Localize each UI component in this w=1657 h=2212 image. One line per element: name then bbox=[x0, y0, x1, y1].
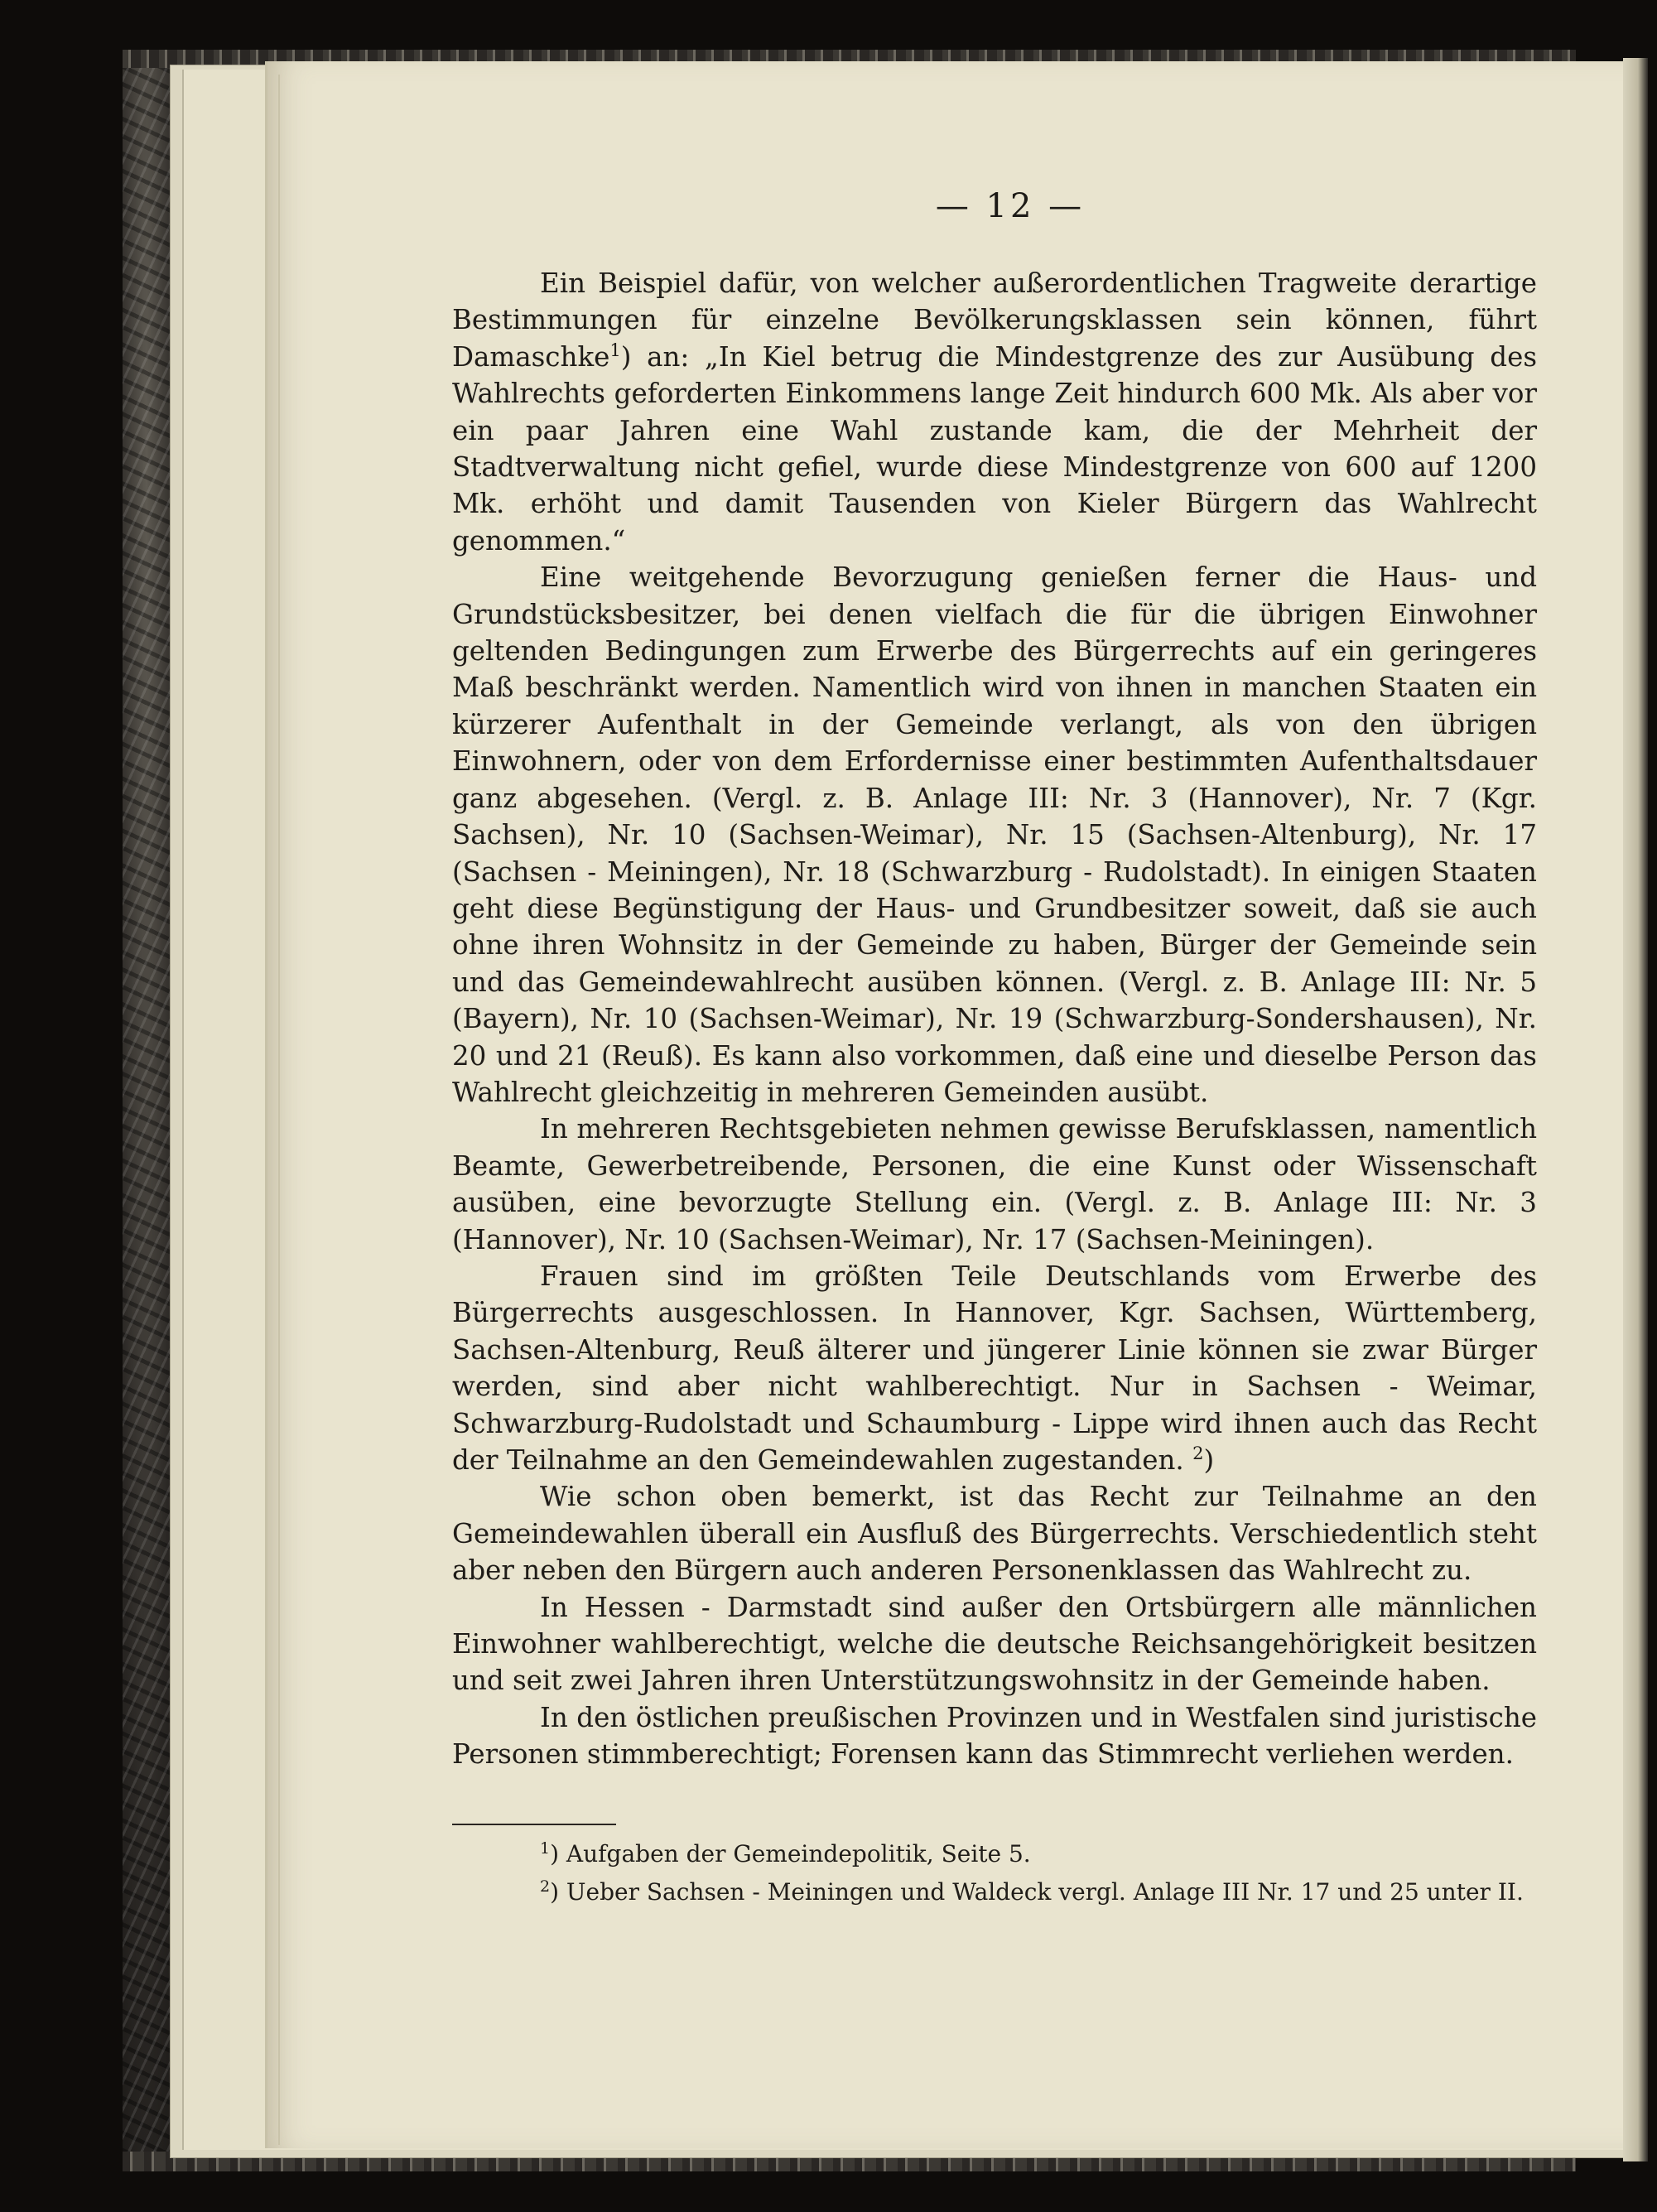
paragraph-haus-grundbesitzer: Eine weitgehende Bevorzugung genießen ferner die Haus- und Grundstücksbesitzer, bei denen vielfach die für die übrigen Einwohner geltenden Bedingungen zum Erwerbe des Bürgerrechts auf ein geringeres Maß beschränkt werden. Namentlich wird von ihnen in manchen Staaten ein kürzerer Aufenthalt in der Gemeinde verlangt, als von den übrigen Einwohnern, oder von dem Erfordernisse einer bestimmten Aufenthaltsdauer ganz abgesehen. (Vergl. z. B. Anlage III: Nr. 3 (Hannover), Nr. 7 (Kgr. Sachsen), Nr. 10 (Sachsen-Weimar), Nr. 15 (Sachsen-Altenburg), Nr. 17 (Sachsen - Meiningen), Nr. 18 (Schwarzburg - Rudolstadt). In einigen Staaten geht diese Begünstigung der Haus- und Grundbesitzer soweit, daß sie auch ohne ihren Wohnsitz in der Gemeinde zu haben, Bürger der Gemeinde sein und das Gemeindewahlrecht ausüben können. (Vergl. z. B. Anlage III: Nr. 5 (Bayern), Nr. 10 (Sachsen-Weimar), Nr. 19 (Schwarzburg-Sondershausen), Nr. 20 und 21 (Reuß). Es kann also vorkommen, daß eine und dieselbe Person das Wahlrecht gleichzeitig in mehreren Gemeinden ausübt. bbox=[452, 561, 1537, 1108]
footnote-divider bbox=[452, 1824, 616, 1825]
footnote-number: 2 bbox=[540, 1877, 551, 1896]
paragraph-frauen bbox=[452, 1258, 1537, 1478]
paragraph-preussen: In den östlichen preußischen Provinzen und in Westfalen sind juristische Personen stimmberechtigt; Forensen kann das Stimmrecht verliehen werden. bbox=[452, 1701, 1537, 1771]
footnote-number: 1 bbox=[540, 1839, 551, 1858]
paragraph-text: Frauen sind im größten Teile Deutschlands vom Erwerbe des Bürgerrechts ausgeschlossen. In Hannover, Kgr. Sachsen, Württemberg, Sachsen-Altenburg, Reuß älterer und jüngerer Linie können sie zwar Bürger werden, sind aber nicht wahlberechtigt. Nur in Sachsen - Weimar, Schwarzburg-Rudolstadt und Schaumburg - Lippe wird ihnen auch das Recht der Teilnahme an den Gemeindewahlen zugestanden. bbox=[452, 1260, 1537, 1476]
page-number: — 12 — bbox=[935, 187, 1086, 225]
paragraph-text: ) an: „In Kiel betrug die Mindestgrenze des zur Ausübung des Wahlrechts geforderten Einkommens lange Zeit hindurch 600 Mk. Als aber vor ein paar Jahren eine Wahl zustande kam, die der Mehrheit der Stadtverwaltung nicht gefiel, wurde diese Mindestgrenze von 600 auf 1200 Mk. erhöht und damit Tausenden von Kieler Bürgern das Wahlrecht genommen.“ bbox=[452, 340, 1537, 557]
footnote-text: ) Aufgaben der Gemeindepolitik, Seite 5. bbox=[550, 1840, 1031, 1867]
footnote-text: ) Ueber Sachsen - Meiningen und Waldeck vergl. Anlage III Nr. 17 und 25 unter II. bbox=[550, 1878, 1524, 1906]
paragraph-hessen: In Hessen - Darmstadt sind außer den Ortsbürgern alle männlichen Einwohner wahlberechtigt, welche die deutsche Reichsangehörigkeit besitzen und seit zwei Jahren ihren Unterstützungswohnsitz in der Gemeinde haben. bbox=[452, 1591, 1537, 1697]
footnote-2 bbox=[452, 1873, 1537, 1911]
footnote-mark: 2 bbox=[1192, 1443, 1204, 1463]
page-right-edge bbox=[1623, 58, 1648, 2161]
paragraph-berufsklassen: In mehreren Rechtsgebieten nehmen gewisse Berufsklassen, namentlich Beamte, Gewerbetreibende, Personen, die eine Kunst oder Wissenschaft ausüben, eine bevorzugte Stellung ein. (Vergl. z. B. Anlage III: Nr. 3 (Hannover), Nr. 10 (Sachsen-Weimar), Nr. 17 (Sachsen-Meiningen). bbox=[452, 1113, 1537, 1255]
paragraph-text: Ein Beispiel dafür, von welcher außerordentlichen Tragweite derartige Bestimmungen für einzelne Bevölkerungsklassen sein können, führt Damaschke bbox=[452, 267, 1537, 373]
page-gutter-line bbox=[278, 75, 280, 2145]
paragraph-text: ) bbox=[1203, 1444, 1215, 1476]
footnote-1 bbox=[452, 1835, 1537, 1873]
footnote-mark: 1 bbox=[609, 340, 621, 360]
paragraph-damaschke bbox=[452, 265, 1537, 559]
body-text bbox=[452, 265, 1537, 1773]
footnotes bbox=[452, 1835, 1537, 1911]
paragraph-teilnahme: Wie schon oben bemerkt, ist das Recht zur Teilnahme an den Gemeindewahlen überall ein Ausfluß des Bürgerrechts. Verschiedentlich steht aber neben den Bürgern auch anderen Personenklassen das Wahlrecht zu. bbox=[452, 1481, 1537, 1587]
